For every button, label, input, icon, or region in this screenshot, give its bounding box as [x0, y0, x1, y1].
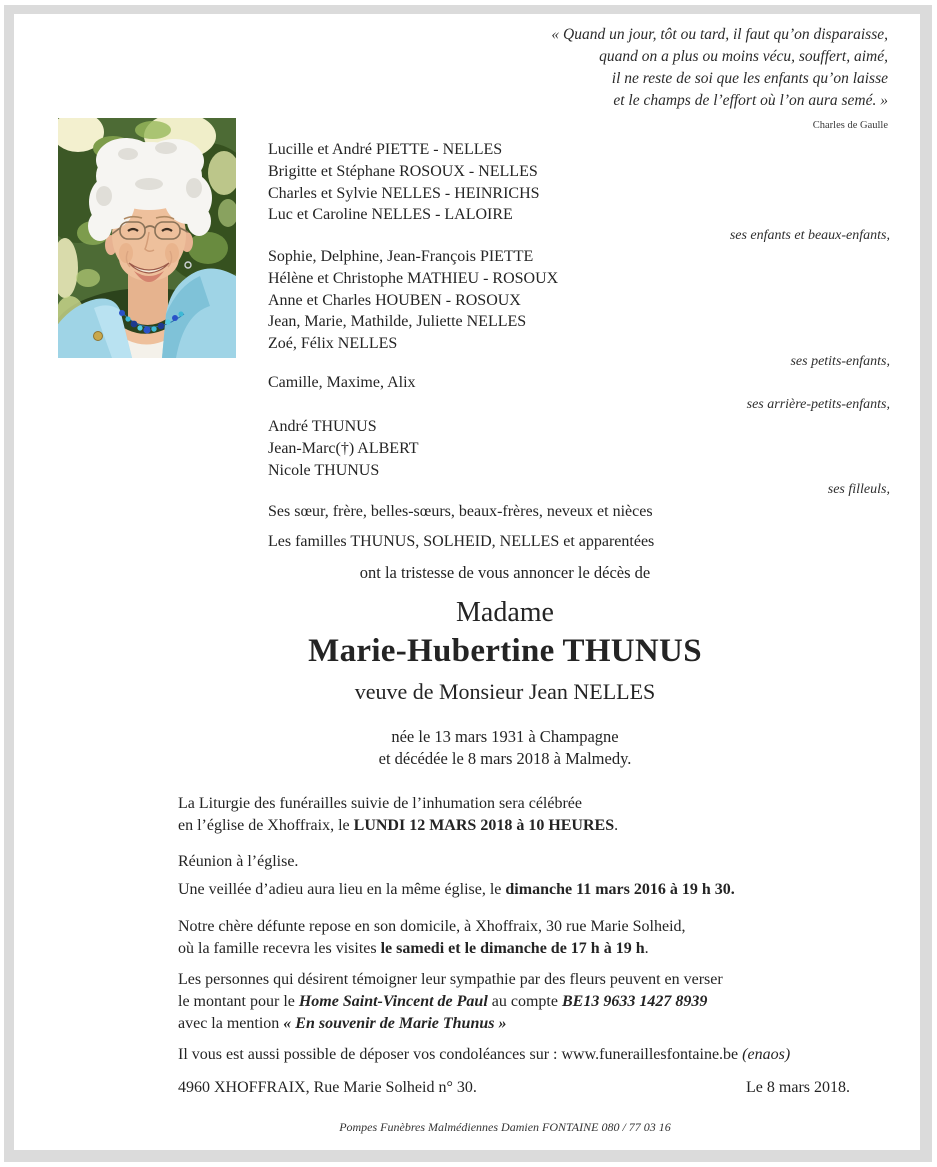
quote-line: et le champs de l’effort où l’on aura semé. » [613, 92, 888, 109]
announcement-intro: ont la tristesse de vous annoncer le décès de [359, 563, 651, 582]
widow-line: veuve de Monsieur Jean NELLES [354, 679, 656, 704]
address-line: 4960 XHOFFRAIX, Rue Marie Solheid n° 30. [178, 1079, 477, 1096]
text-run: Les personnes qui désirent témoigner leur sympathie par des fleurs peuvent en verser [178, 971, 723, 988]
text-run: avec la mention [178, 1014, 284, 1032]
family-line: Zoé, Félix NELLES [268, 335, 398, 353]
text-run: Notre chère défunte repose en son domicile, à Xhoffraix, 30 rue Marie Solheid, [178, 918, 686, 935]
date-line: Le 8 mars 2018. [746, 1079, 850, 1096]
family-line: Nicole THUNUS [268, 461, 380, 479]
funeral-date-text: LUNDI 12 MARS 2018 à 10 HEURES [353, 816, 615, 834]
family-line: André THUNUS [268, 418, 377, 435]
quote-line: il ne reste de soi que les enfants qu’on laisse [611, 70, 888, 87]
relation-label-great-grandchildren: ses arrière-petits-enfants, [746, 397, 890, 412]
mention-text: « En souvenir de Marie Thunus » [283, 1014, 507, 1032]
text-run: . [614, 816, 619, 834]
text-run: où la famille recevra les visites [178, 939, 381, 957]
visit-hours-text: le samedi et le dimanche de 17 h à 19 h [380, 939, 645, 957]
relatives-line: Ses sœur, frère, belles-sœurs, beaux-frères, neveux et nièces [268, 503, 653, 520]
relation-label-grandchildren: ses petits-enfants, [790, 354, 890, 369]
family-line: Luc et Caroline NELLES - LALOIRE [268, 206, 513, 224]
text-run: le montant pour le [178, 992, 299, 1010]
repose-paragraph [178, 916, 850, 960]
text-run: en l’église de Xhoffraix, le [178, 816, 354, 834]
family-line: Sophie, Delphine, Jean-François PIETTE [268, 248, 534, 265]
text-run: Il vous est aussi possible de déposer vos condoléances sur : www.funeraillesfontaine.be [178, 1046, 743, 1063]
text-run: . [644, 939, 649, 957]
text-run: Réunion à l’église. [178, 853, 299, 870]
flowers-paragraph [178, 969, 850, 1034]
text-run: au compte [487, 992, 562, 1010]
vigil-paragraph [178, 879, 850, 901]
birth-line: née le 13 mars 1931 à Champagne [391, 727, 619, 746]
text-run: Une veillée d’adieu aura lieu en la même église, le [178, 881, 506, 898]
family-line: Lucille et André PIETTE - NELLES [268, 141, 503, 158]
quote-line: « Quand un jour, tôt ou tard, il faut qu’on disparaisse, [551, 26, 888, 43]
relation-label-children: ses enfants et beaux-enfants, [729, 228, 890, 243]
family-line: Anne et Charles HOUBEN - ROSOUX [268, 291, 521, 309]
family-line: Jean, Marie, Mathilde, Juliette NELLES [268, 313, 527, 331]
death-line: et décédée le 8 mars 2018 à Malmedy. [378, 749, 632, 768]
family-line: Hélène et Christophe MATHIEU - ROSOUX [268, 269, 559, 287]
address-paragraph [178, 1077, 850, 1099]
condolences-paragraph [178, 1044, 850, 1066]
family-line: Jean-Marc(†) ALBERT [268, 439, 419, 457]
family-line: Charles et Sylvie NELLES - HEINRICHS [268, 184, 540, 202]
charity-name-text: Home Saint-Vincent de Paul [298, 992, 488, 1010]
liturgy-paragraph [178, 793, 850, 837]
funeral-details [178, 0, 850, 1167]
brooch [94, 332, 103, 341]
text-run: La Liturgie des funérailles suivie de l’inhumation sera célébrée [178, 795, 582, 812]
quote-line: quand on a plus ou moins vécu, souffert, aimé, [599, 48, 888, 65]
reunion-paragraph [178, 851, 850, 873]
bank-account-text: BE13 9633 1427 8939 [561, 992, 708, 1010]
quote-attribution: Charles de Gaulle [812, 120, 888, 131]
deceased-title: Madame [456, 597, 554, 628]
family-line: Brigitte et Stéphane ROSOUX - NELLES [268, 162, 538, 180]
family-line: Camille, Maxime, Alix [268, 374, 416, 391]
relation-label-godchildren: ses filleuls, [827, 482, 890, 497]
enaos-text: (enaos) [742, 1046, 791, 1063]
funeral-home-footer: Pompes Funèbres Malmédiennes Damien FONTAINE 080 / 77 03 16 [339, 1120, 671, 1134]
deceased-name: Marie-Hubertine THUNUS [308, 633, 702, 669]
families-line: Les familles THUNUS, SOLHEID, NELLES et apparentées [268, 533, 655, 550]
vigil-date-text: dimanche 11 mars 2016 à 19 h 30. [505, 881, 735, 898]
